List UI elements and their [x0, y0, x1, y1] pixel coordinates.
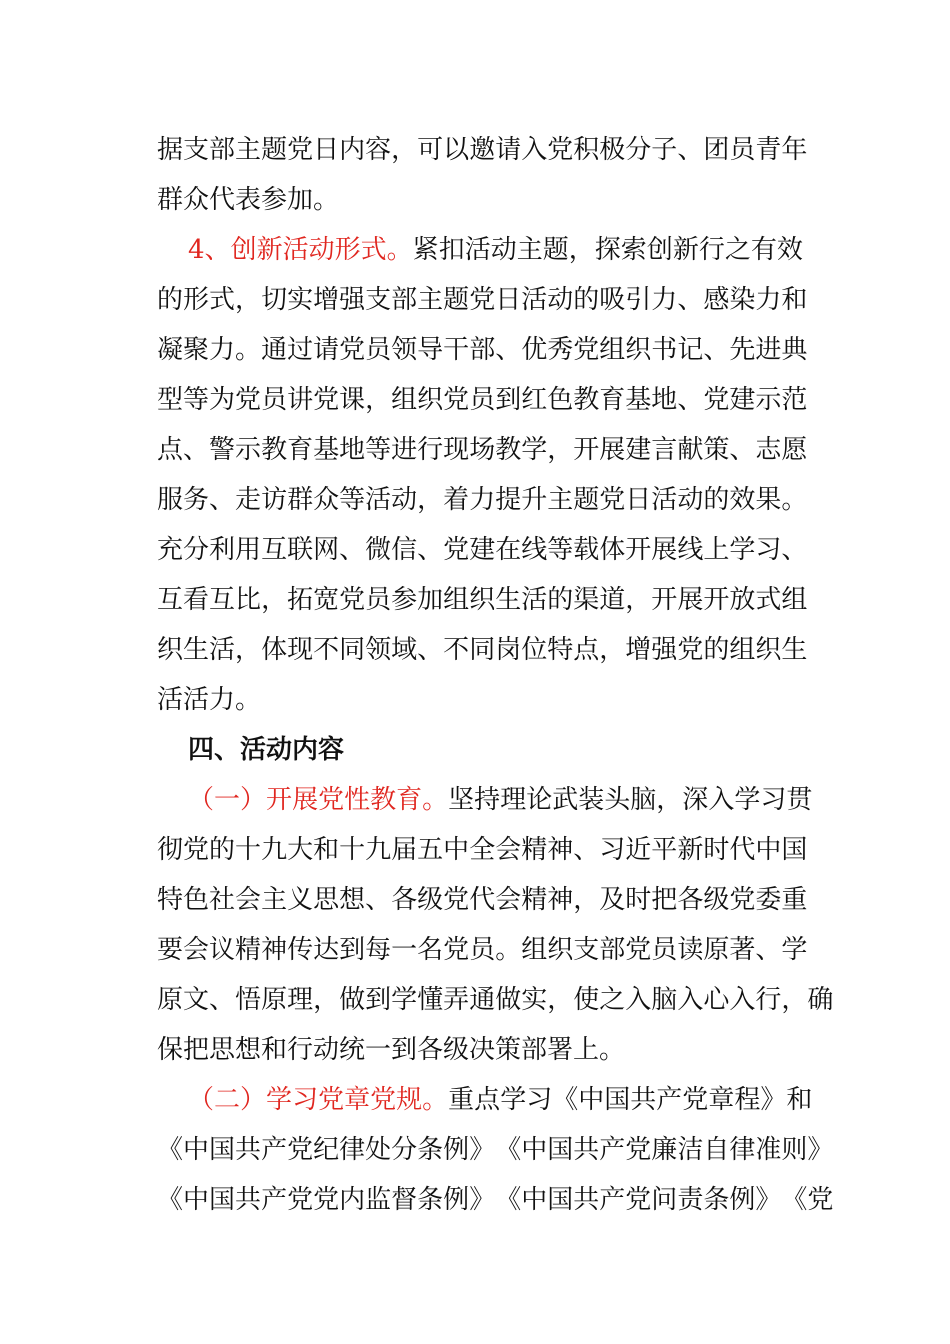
text-line: [157, 1030, 625, 1070]
text-line: 织 生 活 ， 体 现 不 同 领 域 、 不 同 岗 位 特 点 ， 增 强 党 的 组 织 生: [157, 635, 808, 665]
text-line: 要 会 议 精 神 传 达 到 每 一 名 党 员 。 组 织 支 部 党 员 读 原 著 、 学: [157, 935, 808, 965]
text-line: （ 二 ） 学 习 党 章 党 规 。 重 点 学 习 《 中 国 共 产 党 章 程 》 和: [188, 1085, 813, 1115]
body-text: 保把思想和行动统一到各级决策部署上。: [157, 1035, 626, 1065]
text-line: 的 形 式 ， 切 实 增 强 支 部 主 题 党 日 活 动 的 吸 引 力 、 感 染 力 和: [157, 285, 808, 315]
text-line: 充 分 利 用 互 联 网 、 微 信 、 党 建 在 线 等 载 体 开 展 线 上 学 习 、: [157, 535, 808, 565]
text-line: 《 中 国 共 产 党 党 内 监 督 条 例 》 《 中 国 共 产 党 问 责 条 例 》 《 党: [157, 1185, 834, 1215]
text-line: 型 等 为 党 员 讲 党 课 ， 组 织 党 员 到 红 色 教 育 基 地 、 党 建 示 范: [157, 385, 808, 415]
section-heading: [188, 730, 344, 770]
text-line: （ 一 ） 开 展 党 性 教 育 。 坚 持 理 论 武 装 头 脑 ， 深 入 学 习 贯: [188, 785, 813, 815]
text-line: [157, 680, 261, 720]
text-line: 《 中 国 共 产 党 纪 律 处 分 条 例 》 《 中 国 共 产 党 廉 洁 自 律 准 则 》: [157, 1135, 834, 1165]
body-text: 活活力。: [157, 685, 262, 715]
text-line: 彻 党 的 十 九 大 和 十 九 届 五 中 全 会 精 神 、 习 近 平 新 时 代 中 国: [157, 835, 808, 865]
text-line: 4 、 创 新 活 动 形 式 。 紧 扣 活 动 主 题 ， 探 索 创 新 行 之 有 效: [188, 235, 803, 265]
text-line: [157, 180, 339, 220]
heading-text: 四、活动内容: [188, 735, 345, 765]
text-line: 点 、 警 示 教 育 基 地 等 进 行 现 场 教 学 ， 开 展 建 言 献 策 、 志 愿: [157, 435, 808, 465]
body-text: 群众代表参加。: [157, 185, 340, 215]
text-line: 原 文 、 悟 原 理 ， 做 到 学 懂 弄 通 做 实 ， 使 之 入 脑 入 心 入 行 ， 确: [157, 985, 834, 1015]
text-line: 互 看 互 比 ， 拓 宽 党 员 参 加 组 织 生 活 的 渠 道 ， 开 展 开 放 式 组: [157, 585, 808, 615]
text-line: 凝 聚 力 。 通 过 请 党 员 领 导 干 部 、 优 秀 党 组 织 书 记 、 先 进 典: [157, 335, 808, 365]
text-line: 服 务 、 走 访 群 众 等 活 动 ， 着 力 提 升 主 题 党 日 活 动 的 效 果 。: [157, 485, 808, 515]
text-line: 据 支 部 主 题 党 日 内 容 ， 可 以 邀 请 入 党 积 极 分 子 、 团 员 青 年: [157, 135, 808, 165]
text-line: 特 色 社 会 主 义 思 想 、 各 级 党 代 会 精 神 ， 及 时 把 各 级 党 委 重: [157, 885, 808, 915]
